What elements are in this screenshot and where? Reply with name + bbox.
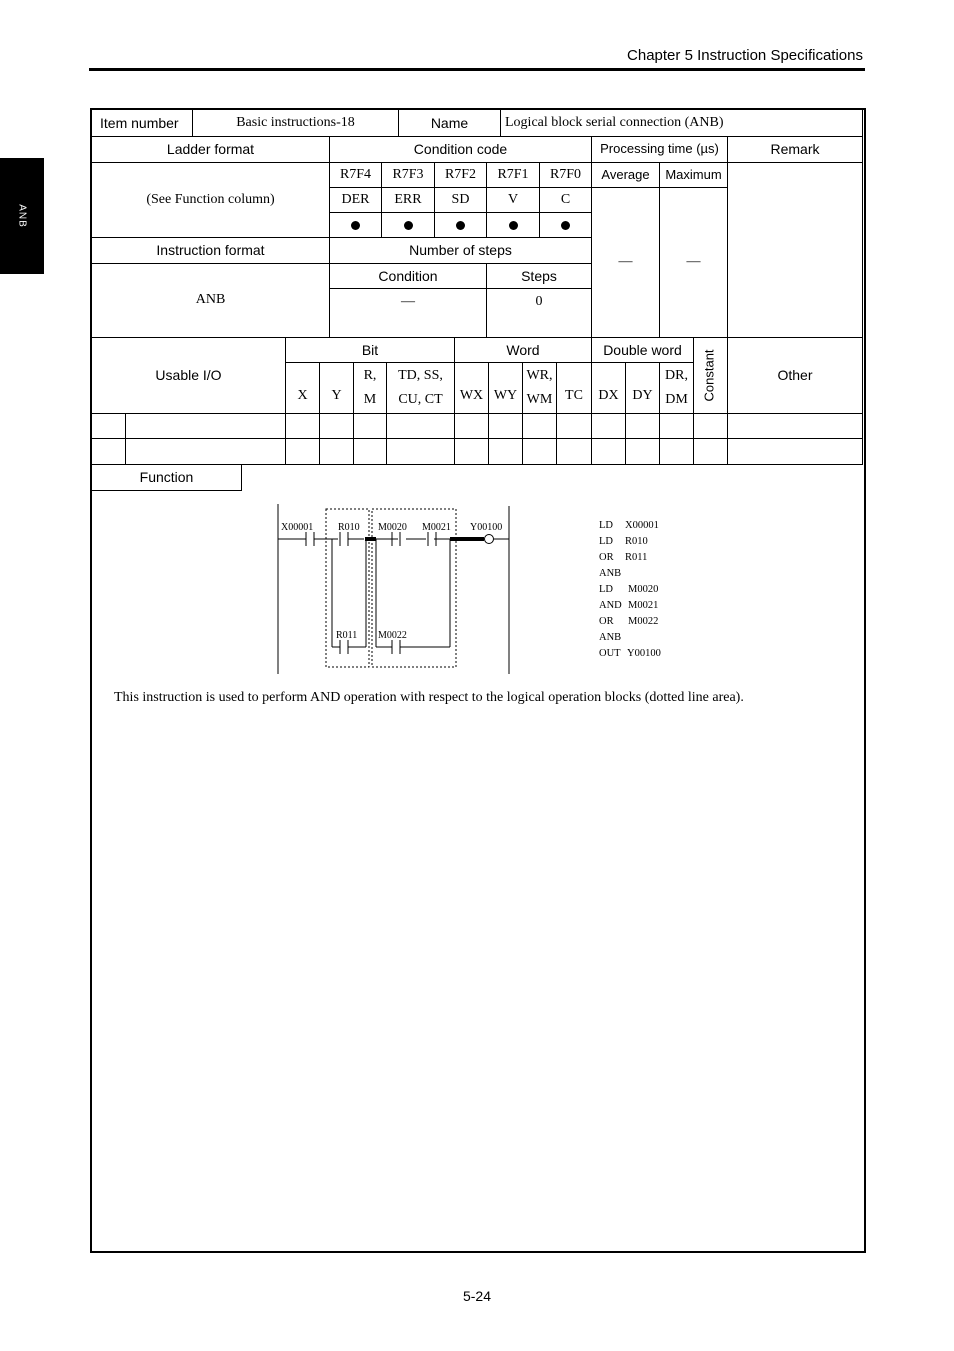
- mnemonic-operand: M0020: [628, 584, 659, 595]
- ladder-label-y00100: Y00100: [470, 522, 503, 533]
- io-row-2-cell: [727, 438, 863, 465]
- io-row-2-cell: [693, 438, 728, 465]
- average-value: —: [591, 187, 660, 338]
- word-header: Word: [454, 337, 592, 363]
- mnemonic-operand: M0021: [628, 600, 659, 611]
- item-number-label: Item number: [91, 109, 193, 137]
- io-row-1-cell: [454, 413, 489, 439]
- mnemonic-op: OR: [599, 616, 614, 627]
- io-row-1-cell: [625, 413, 660, 439]
- maximum-label: Maximum: [659, 162, 728, 188]
- mnemonic-line: [599, 630, 661, 646]
- io-row-2-cell: [319, 438, 354, 465]
- mnemonic-operand: R011: [625, 552, 648, 563]
- mnemonic-op: LD: [599, 520, 613, 531]
- filled-dot-icon: [404, 221, 413, 230]
- io-col-wy: WY: [488, 362, 523, 414]
- io-row-2-cell: [591, 438, 626, 465]
- condition-value: —: [329, 288, 487, 338]
- remark-value: [727, 162, 863, 338]
- filled-dot-icon: [509, 221, 518, 230]
- io-col-dy: DY: [625, 362, 660, 414]
- filled-dot-icon: [561, 221, 570, 230]
- io-col-wx: WX: [454, 362, 489, 414]
- condition-label: Condition: [329, 263, 487, 289]
- constant-label: Constant: [702, 349, 718, 402]
- io-col-dr: [659, 362, 694, 414]
- ladder-diagram: [272, 504, 516, 676]
- steps-label: Steps: [486, 263, 592, 289]
- condition-name-err: ERR: [381, 187, 435, 213]
- io-col-tc: TC: [556, 362, 592, 414]
- condition-flag-v: [486, 212, 540, 238]
- mnemonic-line: [599, 566, 661, 582]
- mnemonic-op: OUT: [599, 648, 621, 659]
- mnemonic-operand: X00001: [625, 520, 659, 531]
- function-description: This instruction is used to perform AND operation with respect to the logical operation blocks (dotted line area).: [114, 690, 744, 705]
- io-row-1-cell: [522, 413, 557, 439]
- contact-x00001-icon: [306, 532, 314, 546]
- io-col-wr-line1: WR,: [526, 367, 553, 383]
- condition-code-label: Condition code: [329, 136, 592, 163]
- io-row-2-cell: [659, 438, 694, 465]
- maximum-value: —: [659, 187, 728, 338]
- io-row-2-cell: [488, 438, 523, 465]
- io-row-2-name: [125, 438, 286, 465]
- mnemonic-list: [599, 518, 661, 662]
- io-row-2-cell: [353, 438, 387, 465]
- io-row-1-cell: [591, 413, 626, 439]
- io-col-td-line2: CU, CT: [398, 392, 443, 407]
- io-row-1-cell: [693, 413, 728, 439]
- name-value: Logical block serial connection (ANB): [500, 109, 863, 137]
- mnemonic-operand: M0022: [628, 616, 659, 627]
- remark-label: Remark: [727, 136, 863, 163]
- io-row-1-cell: [319, 413, 354, 439]
- side-tab: [0, 158, 44, 274]
- mnemonic-line: [599, 550, 661, 566]
- io-row-2-index: [91, 438, 126, 465]
- contact-r011-icon: [340, 640, 348, 654]
- io-row-1-cell: [285, 413, 320, 439]
- steps-value: 0: [486, 288, 592, 338]
- io-row-1-cell: [659, 413, 694, 439]
- mnemonic-operand: Y00100: [627, 648, 661, 659]
- average-label: Average: [591, 162, 660, 188]
- condition-code-r7f1: R7F1: [486, 162, 540, 188]
- io-col-rm: [353, 362, 387, 414]
- condition-flag-err: [381, 212, 435, 238]
- condition-flag-der: [329, 212, 382, 238]
- ladder-label-r011: R011: [336, 630, 358, 641]
- coil-y00100-icon: [485, 535, 494, 544]
- mnemonic-op: ANB: [599, 568, 622, 579]
- io-row-2-cell: [556, 438, 592, 465]
- mnemonic-op: LD: [599, 584, 613, 595]
- mnemonic-line: [599, 646, 661, 662]
- ladder-label-m0020: M0020: [378, 522, 407, 533]
- io-row-2-cell: [625, 438, 660, 465]
- double-word-header: Double word: [591, 337, 694, 363]
- ladder-label-m0021: M0021: [422, 522, 451, 533]
- io-col-wr-line2: WM: [526, 392, 553, 407]
- mnemonic-op: ANB: [599, 632, 622, 643]
- condition-flag-sd: [434, 212, 487, 238]
- item-number-value: Basic instructions-18: [192, 109, 399, 137]
- io-row-1-cell: [386, 413, 455, 439]
- io-col-x: X: [285, 362, 320, 414]
- function-label: Function: [91, 464, 242, 491]
- io-row-1-index: [91, 413, 126, 439]
- mnemonic-line: [599, 614, 661, 630]
- ladder-label-r010: R010: [338, 522, 360, 533]
- mnemonic-op: OR: [599, 552, 614, 563]
- io-row-1-cell: [353, 413, 387, 439]
- ladder-format-value: (See Function column): [91, 162, 330, 238]
- mnemonic-line: [599, 582, 661, 598]
- ladder-label-x00001: X00001: [281, 522, 314, 533]
- number-of-steps-label: Number of steps: [329, 237, 592, 264]
- io-col-dr-line1: DR,: [665, 367, 688, 383]
- condition-name-der: DER: [329, 187, 382, 213]
- io-row-2-cell: [522, 438, 557, 465]
- ladder-format-label: Ladder format: [91, 136, 330, 163]
- io-row-2-cell: [285, 438, 320, 465]
- mnemonic-operand: R010: [625, 536, 648, 547]
- io-col-rm-line1: R,: [363, 367, 377, 383]
- header-rule: [89, 68, 865, 71]
- io-col-wr: [522, 362, 557, 414]
- io-row-1-name: [125, 413, 286, 439]
- io-col-dx: DX: [591, 362, 626, 414]
- processing-time-label: Processing time (µs): [591, 136, 728, 163]
- mnemonic-op: AND: [599, 600, 622, 611]
- io-col-dr-line2: DM: [665, 392, 688, 407]
- io-row-1-cell: [488, 413, 523, 439]
- usable-io-label: Usable I/O: [91, 337, 286, 414]
- mnemonic-line: [599, 534, 661, 550]
- page-number: 5-24: [462, 1288, 492, 1304]
- mnemonic-line: [599, 518, 661, 534]
- condition-name-sd: SD: [434, 187, 487, 213]
- instruction-format-value: ANB: [91, 263, 330, 338]
- other-header: Other: [727, 337, 863, 414]
- filled-dot-icon: [456, 221, 465, 230]
- instruction-format-label: Instruction format: [91, 237, 330, 264]
- condition-code-r7f0: R7F0: [539, 162, 592, 188]
- io-row-1-cell: [727, 413, 863, 439]
- contact-m0022-icon: [392, 640, 400, 654]
- condition-name-c: C: [539, 187, 592, 213]
- condition-code-r7f3: R7F3: [381, 162, 435, 188]
- chapter-title: Chapter 5 Instruction Specifications: [627, 47, 863, 64]
- io-col-rm-line2: M: [363, 392, 377, 407]
- bit-header: Bit: [285, 337, 455, 363]
- constant-header: [693, 337, 728, 414]
- io-row-2-cell: [386, 438, 455, 465]
- condition-flag-c: [539, 212, 592, 238]
- contact-r010-icon: [340, 532, 348, 546]
- io-col-td-line1: TD, SS,: [398, 367, 443, 383]
- condition-code-r7f4: R7F4: [329, 162, 382, 188]
- side-tab-label: ANB: [16, 204, 28, 228]
- mnemonic-line: [599, 598, 661, 614]
- ladder-label-m0022: M0022: [378, 630, 407, 641]
- name-label: Name: [398, 109, 501, 137]
- filled-dot-icon: [351, 221, 360, 230]
- mnemonic-op: LD: [599, 536, 613, 547]
- io-col-td: [386, 362, 455, 414]
- io-row-1-cell: [556, 413, 592, 439]
- io-col-y: Y: [319, 362, 354, 414]
- io-row-2-cell: [454, 438, 489, 465]
- condition-code-r7f2: R7F2: [434, 162, 487, 188]
- condition-name-v: V: [486, 187, 540, 213]
